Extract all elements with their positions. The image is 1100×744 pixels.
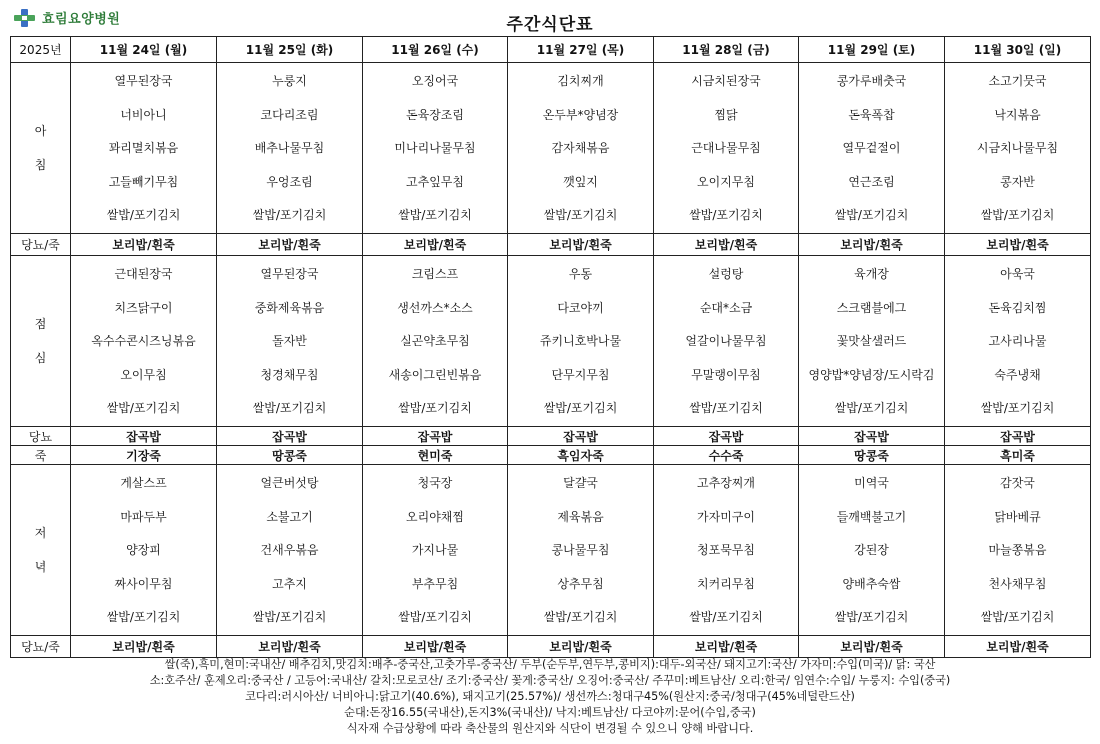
dish-item: 옥수수콘시즈닝볶음 [91, 334, 196, 349]
dish-list [945, 465, 1090, 635]
dish-list [217, 465, 362, 635]
dish-item: 코다리조림 [260, 107, 319, 122]
dish-item: 시금치나물무침 [976, 141, 1059, 156]
porridge-cell: 현미죽 [363, 446, 508, 465]
dish-item: 마파두부 [120, 509, 167, 524]
dish-item: 쌀밥/포기김치 [834, 401, 909, 416]
special-cell: 보리밥/흰죽 [71, 636, 217, 658]
lunch-day-cell [363, 256, 508, 427]
dish-item: 쥬키니호박나물 [539, 334, 622, 349]
diabetes-cell: 잡곡밥 [654, 427, 799, 446]
lunch-day-cell [508, 256, 654, 427]
dish-item: 돌자반 [272, 334, 307, 349]
dish-list [71, 63, 216, 233]
diabetes-label: 당뇨 [11, 427, 71, 446]
dinner-day-cell [71, 465, 217, 636]
dish-item: 쌀밥/포기김치 [252, 401, 327, 416]
breakfast-day-cell [799, 63, 945, 234]
diabetes-cell: 잡곡밥 [71, 427, 217, 446]
dish-item: 미역국 [854, 476, 889, 491]
dish-item: 쌀밥/포기김치 [106, 610, 181, 625]
dish-item: 치즈닭구이 [114, 300, 173, 315]
dish-item: 크림스프 [411, 267, 459, 282]
dish-item: 들깨백불고기 [836, 509, 907, 524]
special-cell: 보리밥/흰죽 [508, 636, 654, 658]
dish-item: 열무겉절이 [842, 141, 901, 156]
meal-label-char: 침 [34, 158, 47, 172]
dish-list [654, 63, 798, 233]
day-header: 11월 26일 (수) [363, 37, 508, 63]
dinner-day-cell [217, 465, 363, 636]
dinner-row [11, 465, 1091, 636]
dish-list [654, 465, 798, 635]
dish-item: 제육볶음 [557, 509, 604, 524]
meal-label-char: 저 [34, 526, 47, 540]
lunch-day-cell [71, 256, 217, 427]
lunch-day-cell [799, 256, 945, 427]
year-cell: 2025년 [11, 37, 71, 63]
dish-item: 쌀밥/포기김치 [543, 208, 618, 223]
porridge-cell: 흑임자죽 [508, 446, 654, 465]
dish-item: 소불고기 [266, 509, 313, 524]
dish-item: 가지나물 [411, 543, 459, 558]
dish-list [945, 63, 1090, 233]
dish-item: 우엉조림 [266, 174, 313, 189]
dish-item: 감자채볶음 [551, 141, 610, 156]
dish-item: 쌀밥/포기김치 [398, 401, 472, 416]
dish-item: 게살스프 [120, 476, 167, 491]
day-header: 11월 24일 (월) [71, 37, 217, 63]
special-cell: 보리밥/흰죽 [945, 636, 1091, 658]
dish-list [508, 465, 653, 635]
origin-line: 소:호주산/ 훈제오리:중국산 / 고등어:국내산/ 갈치:모로코산/ 조기:중국산/ 꽃게:중국산/ 오징어:중국산/ 주꾸미:베트남산/ 오리:한국/ 임연수:수입/ 누룽지: 수입(중국) [149, 674, 951, 687]
change-notice: 식자재 수급상황에 따라 축산물의 원산지와 식단이 변경될 수 있으니 양해 바랍니다. [346, 722, 754, 735]
dish-item: 아욱국 [1000, 267, 1035, 282]
diabetes-cell: 잡곡밥 [799, 427, 945, 446]
dish-item: 돈육장조림 [406, 107, 464, 122]
dish-item: 숙주냉채 [994, 367, 1041, 382]
dish-item: 단무지무침 [551, 367, 610, 382]
dish-list [508, 256, 653, 426]
dinner-label [11, 465, 71, 636]
dish-item: 양장피 [126, 543, 161, 558]
dish-item: 육개장 [854, 267, 889, 282]
breakfast-day-cell [508, 63, 654, 234]
dish-item: 쌀밥/포기김치 [689, 610, 763, 625]
dish-item: 달걀국 [563, 476, 598, 491]
special-cell: 보리밥/흰죽 [217, 636, 363, 658]
breakfast-day-cell [363, 63, 508, 234]
dish-list [217, 256, 362, 426]
special-label: 당뇨/죽 [11, 636, 71, 658]
dish-item: 오리야채찜 [406, 509, 464, 524]
day-header: 11월 28일 (금) [654, 37, 799, 63]
dish-item: 찜닭 [714, 107, 738, 122]
special-cell: 보리밥/흰죽 [508, 234, 654, 256]
porridge-cell: 수수죽 [654, 446, 799, 465]
porridge-cell: 땅콩죽 [799, 446, 945, 465]
dish-list [71, 256, 216, 426]
dish-item: 마늘쫑볶음 [988, 543, 1047, 558]
dish-item: 설렁탕 [708, 267, 744, 282]
diabetes-cell: 잡곡밥 [217, 427, 363, 446]
dish-item: 콩가루배춧국 [836, 74, 907, 89]
dish-item: 쌀밥/포기김치 [106, 208, 181, 223]
dish-list [217, 63, 362, 233]
lunch-label [11, 256, 71, 427]
dish-item: 청포묵무침 [697, 543, 755, 558]
special-cell: 보리밥/흰죽 [654, 636, 799, 658]
hospital-name: 효림요양병원 [42, 12, 121, 27]
origin-line: 순대:돈장16.55(국내산),돈지3%(국내산)/ 낙지:베트남산/ 다코야끼:문어(수입,중국) [344, 706, 756, 719]
breakfast-day-cell [654, 63, 799, 234]
dish-item: 근대된장국 [114, 267, 173, 282]
dish-item: 쌀밥/포기김치 [689, 208, 763, 223]
dish-list [945, 256, 1090, 426]
dish-item: 미나리나물무침 [394, 141, 476, 156]
dish-item: 오징어국 [411, 74, 459, 89]
dish-item: 쌀밥/포기김치 [689, 401, 763, 416]
dish-item: 닭바베큐 [994, 509, 1041, 524]
dish-item: 쌀밥/포기김치 [834, 610, 909, 625]
dish-item: 무말랭이무침 [691, 367, 761, 382]
dish-item: 오이무침 [120, 367, 167, 382]
special-cell: 보리밥/흰죽 [71, 234, 217, 256]
dish-list [363, 465, 507, 635]
dish-item: 쌀밥/포기김치 [398, 610, 472, 625]
dish-item: 깻잎지 [563, 174, 598, 189]
dish-item: 고들빼기무침 [108, 174, 179, 189]
dish-item: 근대나물무침 [691, 141, 761, 156]
dish-list [799, 465, 944, 635]
breakfast-day-cell [71, 63, 217, 234]
diabetes-cell: 잡곡밥 [945, 427, 1091, 446]
dish-item: 시금치된장국 [691, 74, 761, 89]
lunch-day-cell [654, 256, 799, 427]
dish-item: 쌀밥/포기김치 [398, 208, 472, 223]
dish-item: 쌀밥/포기김치 [543, 401, 618, 416]
dish-item: 실곤약초무침 [400, 334, 470, 349]
dinner-day-cell [945, 465, 1091, 636]
porridge-cell: 땅콩죽 [217, 446, 363, 465]
dish-item: 돈육김치찜 [988, 300, 1047, 315]
dish-item: 얼갈이나물무침 [685, 334, 767, 349]
dish-item: 우동 [568, 267, 593, 282]
dish-item: 고추지 [272, 576, 307, 591]
dish-item: 상추무침 [557, 576, 604, 591]
dish-item: 양배추숙쌈 [842, 576, 901, 591]
dish-item: 생선까스*소스 [397, 300, 473, 315]
dish-item: 쌀밥/포기김치 [106, 401, 181, 416]
dish-item: 콩자반 [1000, 174, 1035, 189]
origin-line: 쌀(죽),흑미,현미:국내산/ 배추김치,맛김치:배추-중국산,고춧가루-중국산/ 두부(순두부,연두부,콩비지):대두-외국산/ 돼지고기:국산/ 가자미:수입(미국)/ 닭: 국산 [164, 658, 936, 671]
dish-item: 쌀밥/포기김치 [980, 610, 1055, 625]
dinner-day-cell [508, 465, 654, 636]
special-cell: 보리밥/흰죽 [799, 234, 945, 256]
dish-item: 김치찌개 [557, 74, 604, 89]
dish-item: 꽃맛살샐러드 [836, 334, 907, 349]
lunch-day-cell [217, 256, 363, 427]
dish-item: 감잣국 [1000, 476, 1035, 491]
dish-item: 낙지볶음 [994, 107, 1041, 122]
dish-list [799, 256, 944, 426]
meal-label-char: 녁 [34, 560, 47, 574]
meal-label-char: 아 [34, 124, 47, 138]
dish-item: 건새우볶음 [260, 543, 319, 558]
porridge-cell: 기장죽 [71, 446, 217, 465]
dinner-day-cell [654, 465, 799, 636]
special-cell: 보리밥/흰죽 [945, 234, 1091, 256]
breakfast-row [11, 63, 1091, 234]
dish-item: 청국장 [417, 476, 453, 491]
dish-item: 오이지무침 [697, 174, 755, 189]
lunch-diabetes-row [11, 427, 1091, 446]
dish-item: 순대*소금 [699, 300, 753, 315]
dish-item: 콩나물무침 [551, 543, 610, 558]
special-cell: 보리밥/흰죽 [799, 636, 945, 658]
header-row [11, 37, 1091, 63]
dish-item: 쌀밥/포기김치 [252, 208, 327, 223]
dish-item: 스크램블에그 [836, 300, 907, 315]
special-cell: 보리밥/흰죽 [363, 636, 508, 658]
lunch-day-cell [945, 256, 1091, 427]
breakfast-day-cell [945, 63, 1091, 234]
dish-item: 배추나물무침 [254, 141, 325, 156]
dinner-day-cell [799, 465, 945, 636]
dish-item: 중화제육볶음 [254, 300, 325, 315]
dish-item: 청경채무침 [260, 367, 319, 382]
dish-item: 온두부*양념장 [542, 107, 619, 122]
dish-item: 가자미구이 [697, 509, 755, 524]
dish-item: 쌀밥/포기김치 [980, 401, 1055, 416]
dish-list [799, 63, 944, 233]
porridge-label: 죽 [11, 446, 71, 465]
dish-item: 고사리나물 [988, 334, 1047, 349]
day-header: 11월 30일 (일) [945, 37, 1091, 63]
origin-notice [0, 657, 1100, 737]
dish-item: 돈육폭찹 [848, 107, 895, 122]
dish-list [363, 256, 507, 426]
lunch-porridge-row [11, 446, 1091, 465]
meal-label-char: 심 [34, 351, 47, 365]
day-header: 11월 29일 (토) [799, 37, 945, 63]
dish-item: 고추잎무침 [406, 174, 464, 189]
breakfast-special-row [11, 234, 1091, 256]
dish-item: 꽈리멸치볶음 [108, 141, 179, 156]
dish-list [654, 256, 798, 426]
day-header: 11월 25일 (화) [217, 37, 363, 63]
dish-item: 얼큰버섯탕 [260, 476, 319, 491]
special-label: 당뇨/죽 [11, 234, 71, 256]
dinner-day-cell [363, 465, 508, 636]
dish-item: 천사채무침 [988, 576, 1047, 591]
dish-item: 강된장 [854, 543, 889, 558]
special-cell: 보리밥/흰죽 [363, 234, 508, 256]
breakfast-label [11, 63, 71, 234]
dish-item: 열무된장국 [260, 267, 319, 282]
dish-item: 고추장찌개 [697, 476, 755, 491]
dish-item: 새송이그린빈볶음 [388, 367, 482, 382]
diabetes-cell: 잡곡밥 [508, 427, 654, 446]
special-cell: 보리밥/흰죽 [654, 234, 799, 256]
dish-item: 다코야끼 [557, 300, 604, 315]
dish-item: 치커리무침 [697, 576, 755, 591]
day-header: 11월 27일 (목) [508, 37, 654, 63]
dish-item: 쌀밥/포기김치 [980, 208, 1055, 223]
dish-item: 누룽지 [272, 74, 307, 89]
dish-list [363, 63, 507, 233]
dish-item: 영양밥*양념장/도시락김 [808, 367, 935, 382]
dish-list [508, 63, 653, 233]
dish-item: 연근조림 [848, 174, 895, 189]
dish-item: 쌀밥/포기김치 [834, 208, 909, 223]
lunch-row [11, 256, 1091, 427]
origin-line: 코다리:러시아산/ 너비아니:닭고기(40.6%), 돼지고기(25.57%)/ 생선까스:청대구45%(원산지:중국/청대구(45%네덜란드산) [245, 690, 855, 703]
dish-item: 부추무침 [411, 576, 459, 591]
dish-item: 쌀밥/포기김치 [252, 610, 327, 625]
dish-list [71, 465, 216, 635]
diabetes-cell: 잡곡밥 [363, 427, 508, 446]
dish-item: 짜사이무침 [114, 576, 173, 591]
porridge-cell: 흑미죽 [945, 446, 1091, 465]
dish-item: 소고기뭇국 [988, 74, 1047, 89]
meal-label-char: 점 [34, 317, 47, 331]
weekly-menu-table [10, 36, 1091, 658]
dish-item: 열무된장국 [114, 74, 173, 89]
dish-item: 너비아니 [120, 107, 167, 122]
dinner-special-row [11, 636, 1091, 658]
dish-item: 쌀밥/포기김치 [543, 610, 618, 625]
special-cell: 보리밥/흰죽 [217, 234, 363, 256]
breakfast-day-cell [217, 63, 363, 234]
page-title: 주간식단표 [506, 15, 594, 35]
